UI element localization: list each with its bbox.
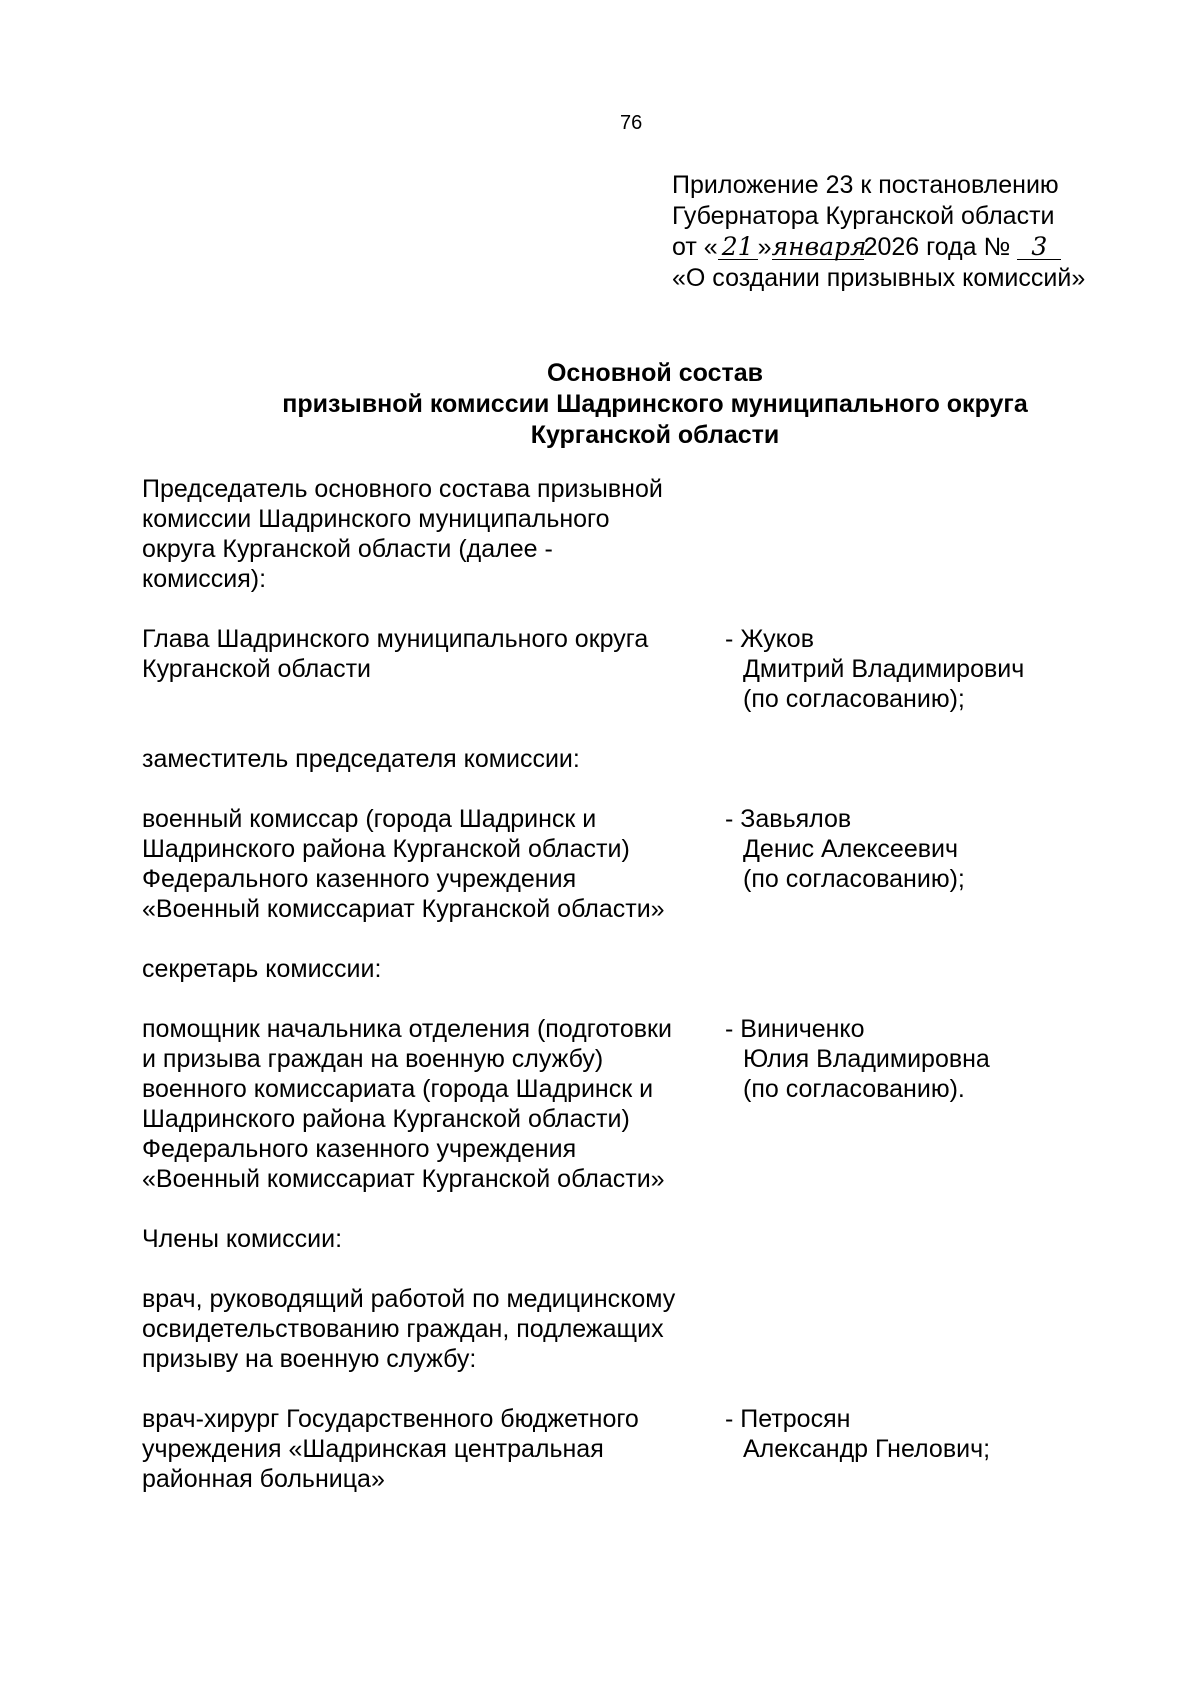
surgeon-person — [725, 1404, 1055, 1494]
text-line: врач-хирург Государственного бюджетного — [142, 1405, 639, 1433]
text-line: Шадринского района Курганской области) — [142, 835, 630, 863]
chair-heading — [142, 474, 707, 594]
title-line-3: Курганской области — [530, 421, 780, 449]
doctor-heading — [142, 1284, 707, 1374]
document-title — [0, 358, 1200, 451]
text-line: комиссии Шадринского муниципального — [142, 505, 610, 533]
person-surname: - Виниченко — [725, 1014, 1055, 1044]
text-line: комиссия): — [142, 565, 267, 593]
text-line: Председатель основного состава призывной — [142, 475, 663, 503]
text-line: Курганской области — [142, 655, 372, 683]
person-note: (по согласованию). — [743, 1075, 965, 1103]
chair-position — [142, 624, 707, 714]
text-line: и призыва граждан на военную службу) — [142, 1045, 604, 1073]
secretary-heading: секретарь комиссии: — [142, 955, 382, 983]
appendix-line-1: Приложение 23 к постановлению — [672, 171, 1059, 199]
text-line: военный комиссар (города Шадринск и — [142, 805, 597, 833]
surgeon-entry — [142, 1404, 1062, 1494]
person-note: (по согласованию); — [743, 865, 965, 893]
handwritten-day: 21 — [718, 235, 758, 260]
text-line: «Военный комиссариат Курганской области» — [142, 895, 665, 923]
deputy-heading: заместитель председателя комиссии: — [142, 745, 580, 773]
person-note: (по согласованию); — [743, 685, 965, 713]
person-surname: - Петросян — [725, 1404, 1055, 1434]
handwritten-number: 3 — [1017, 235, 1061, 260]
text-line: освидетельствованию граждан, подлежащих — [142, 1315, 664, 1343]
appendix-date-line — [672, 232, 1085, 263]
deputy-position — [142, 804, 707, 924]
text-line: учреждения «Шадринская центральная — [142, 1435, 604, 1463]
person-name: Юлия Владимировна — [743, 1045, 990, 1073]
text-line: Шадринского района Курганской области) — [142, 1105, 630, 1133]
secretary-person — [725, 1014, 1055, 1194]
appendix-line-4: «О создании призывных комиссий» — [672, 264, 1086, 292]
date-sep: » — [757, 233, 772, 261]
person-name: Александр Гнелович; — [743, 1435, 991, 1463]
members-heading: Члены комиссии: — [142, 1225, 343, 1253]
surgeon-position — [142, 1404, 707, 1494]
commission-body — [142, 474, 1062, 1494]
secretary-entry — [142, 1014, 1062, 1194]
text-line: Федерального казенного учреждения — [142, 865, 577, 893]
text-line: округа Курганской области (далее - — [142, 535, 553, 563]
deputy-entry — [142, 804, 1062, 924]
text-line: врач, руководящий работой по медицинскому — [142, 1285, 676, 1313]
person-name: Дмитрий Владимирович — [743, 655, 1025, 683]
person-name: Денис Алексеевич — [743, 835, 959, 863]
year-text: 2026 года № — [863, 233, 1011, 261]
date-prefix: от « — [672, 233, 718, 261]
deputy-person — [725, 804, 1055, 924]
handwritten-month: января — [771, 232, 867, 261]
chair-entry — [142, 624, 1062, 714]
text-line: «Военный комиссариат Курганской области» — [142, 1165, 665, 1193]
text-line: Федерального казенного учреждения — [142, 1135, 577, 1163]
appendix-line-2: Губернатора Курганской области — [672, 202, 1055, 230]
title-line-1: Основной состав — [546, 359, 764, 387]
page-number: 76 — [620, 112, 643, 134]
title-line-2: призывной комиссии Шадринского муниципального округа — [282, 390, 1028, 418]
person-surname: - Жуков — [725, 624, 1055, 654]
chair-person — [725, 624, 1055, 714]
text-line: Глава Шадринского муниципального округа — [142, 625, 649, 653]
text-line: призыву на военную службу: — [142, 1345, 477, 1373]
text-line: военного комиссариата (города Шадринск и — [142, 1075, 654, 1103]
secretary-position — [142, 1014, 707, 1194]
person-surname: - Завьялов — [725, 804, 1055, 834]
text-line: помощник начальника отделения (подготовки — [142, 1015, 672, 1043]
text-line: районная больница» — [142, 1465, 385, 1493]
appendix-header — [672, 170, 1085, 294]
